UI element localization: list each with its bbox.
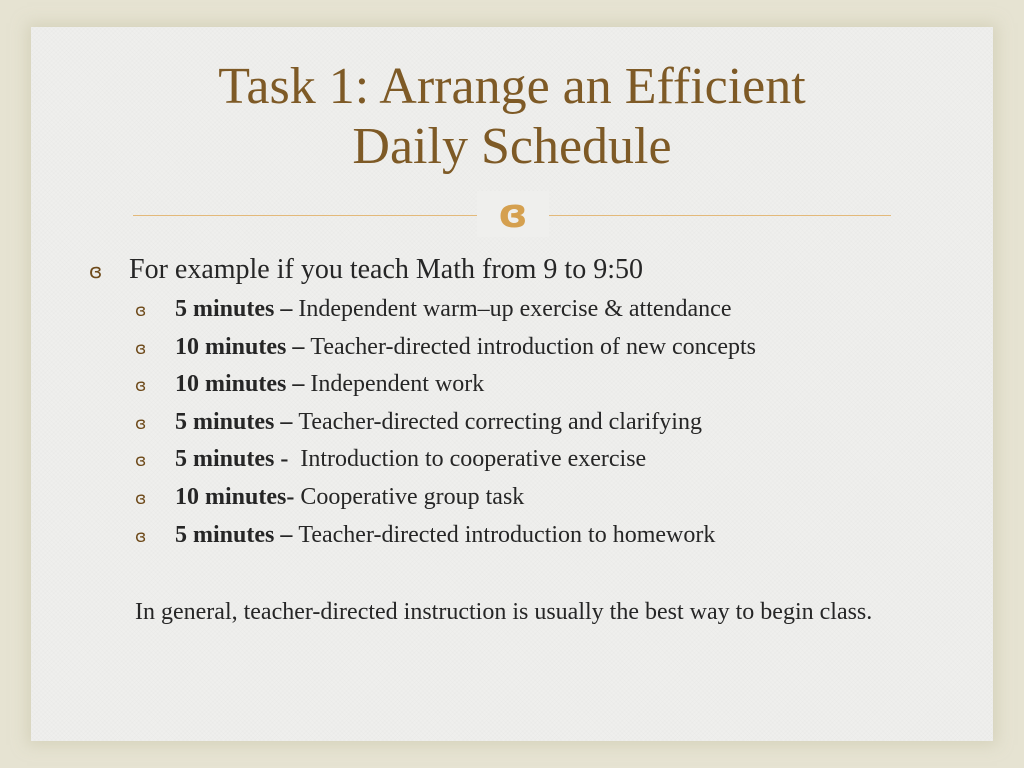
sub-bullet-icon: ɞ bbox=[135, 413, 147, 434]
schedule-item bbox=[135, 371, 756, 409]
schedule-description: Introduction to cooperative exercise bbox=[294, 446, 647, 473]
schedule-item bbox=[135, 296, 756, 334]
sub-bullet-icon: ɞ bbox=[135, 376, 147, 397]
schedule-duration: 10 minutes – bbox=[175, 333, 311, 360]
schedule-description: Teacher-directed introduction to homework bbox=[298, 521, 716, 548]
schedule-description: Independent work bbox=[310, 371, 485, 398]
schedule-duration: 5 minutes - bbox=[175, 446, 295, 473]
schedule-description: Cooperative group task bbox=[300, 483, 525, 510]
sub-bullet-icon: ɞ bbox=[135, 488, 147, 509]
schedule-item bbox=[135, 446, 756, 484]
ornament-icon: ɞ bbox=[477, 191, 549, 237]
main-bullet bbox=[89, 254, 643, 286]
schedule-item bbox=[135, 409, 756, 447]
schedule-duration: 5 minutes – bbox=[175, 521, 299, 548]
schedule-description: Teacher-directed introduction of new concepts bbox=[310, 333, 756, 360]
title-line-2: Daily Schedule bbox=[352, 118, 672, 175]
schedule-duration: 5 minutes – bbox=[175, 408, 299, 435]
sub-bullet-icon: ɞ bbox=[135, 301, 147, 321]
slide-title bbox=[131, 57, 893, 177]
schedule-item bbox=[135, 522, 756, 560]
sub-bullet-icon: ɞ bbox=[135, 338, 147, 359]
closing-note: In general, teacher-directed instruction is usually the best way to begin class. bbox=[135, 599, 873, 625]
schedule-item bbox=[135, 334, 756, 372]
sub-bullet-icon: ɞ bbox=[135, 526, 147, 547]
schedule-duration: 10 minutes- bbox=[175, 483, 301, 510]
sub-bullet-icon: ɞ bbox=[135, 451, 147, 472]
schedule-item bbox=[135, 484, 756, 522]
schedule-duration: 5 minutes – bbox=[175, 296, 299, 322]
schedule-description: Independent warm–up exercise & attendance bbox=[298, 296, 732, 322]
schedule-list bbox=[135, 296, 756, 559]
slide bbox=[31, 27, 993, 741]
title-line-1: Task 1: Arrange an Efficient bbox=[218, 58, 806, 115]
schedule-duration: 10 minutes – bbox=[175, 371, 311, 398]
main-bullet-text: For example if you teach Math from 9 to 9:50 bbox=[129, 254, 643, 285]
schedule-description: Teacher-directed correcting and clarifying bbox=[298, 408, 702, 435]
bullet-ornament-icon: ɞ bbox=[89, 259, 103, 283]
